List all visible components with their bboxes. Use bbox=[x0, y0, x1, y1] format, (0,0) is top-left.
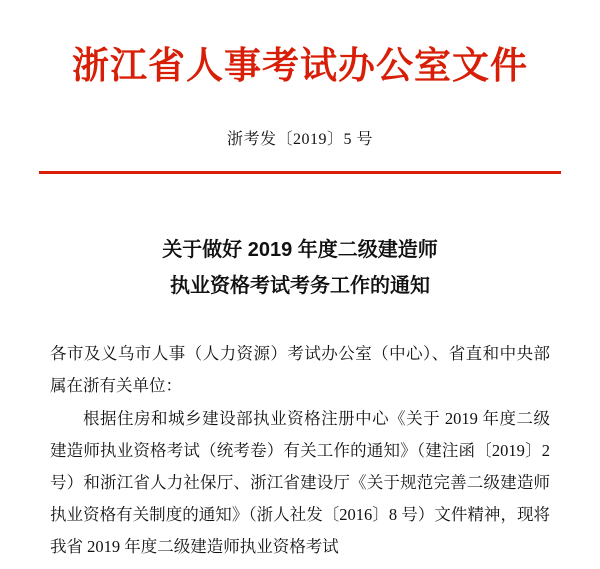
document-body bbox=[50, 338, 550, 563]
document-paragraph-1: 根据住房和城乡建设部执业资格注册中心《关于 2019 年度二级建造师执业资格考试（统考卷）有关工作的通知》（建注函〔2019〕2 号）和浙江省人力社保厅、浙江省建设厅《关于规范完善二级建造师执业资格有关制度的通知》（浙人社发〔2016〕8 号）文件精神，现将我省 2019 年度二级建造师执业资格考试 bbox=[50, 408, 550, 557]
document-subject bbox=[0, 232, 600, 304]
document-subject-line-2: 执业资格考试考务工作的通知 bbox=[170, 275, 430, 298]
document-header bbox=[0, 0, 600, 90]
document-paragraph-salutation: 各市及义乌市人事（人力资源）考试办公室（中心）、省直和中央部属在浙有关单位： bbox=[50, 344, 550, 396]
document-header-title: 浙江省人事考试办公室文件 bbox=[72, 46, 528, 87]
red-divider-rule bbox=[39, 171, 561, 174]
document-number: 浙考发〔2019〕5 号 bbox=[226, 131, 373, 149]
document-subject-line-1: 关于做好 2019 年度二级建造师 bbox=[162, 239, 438, 262]
